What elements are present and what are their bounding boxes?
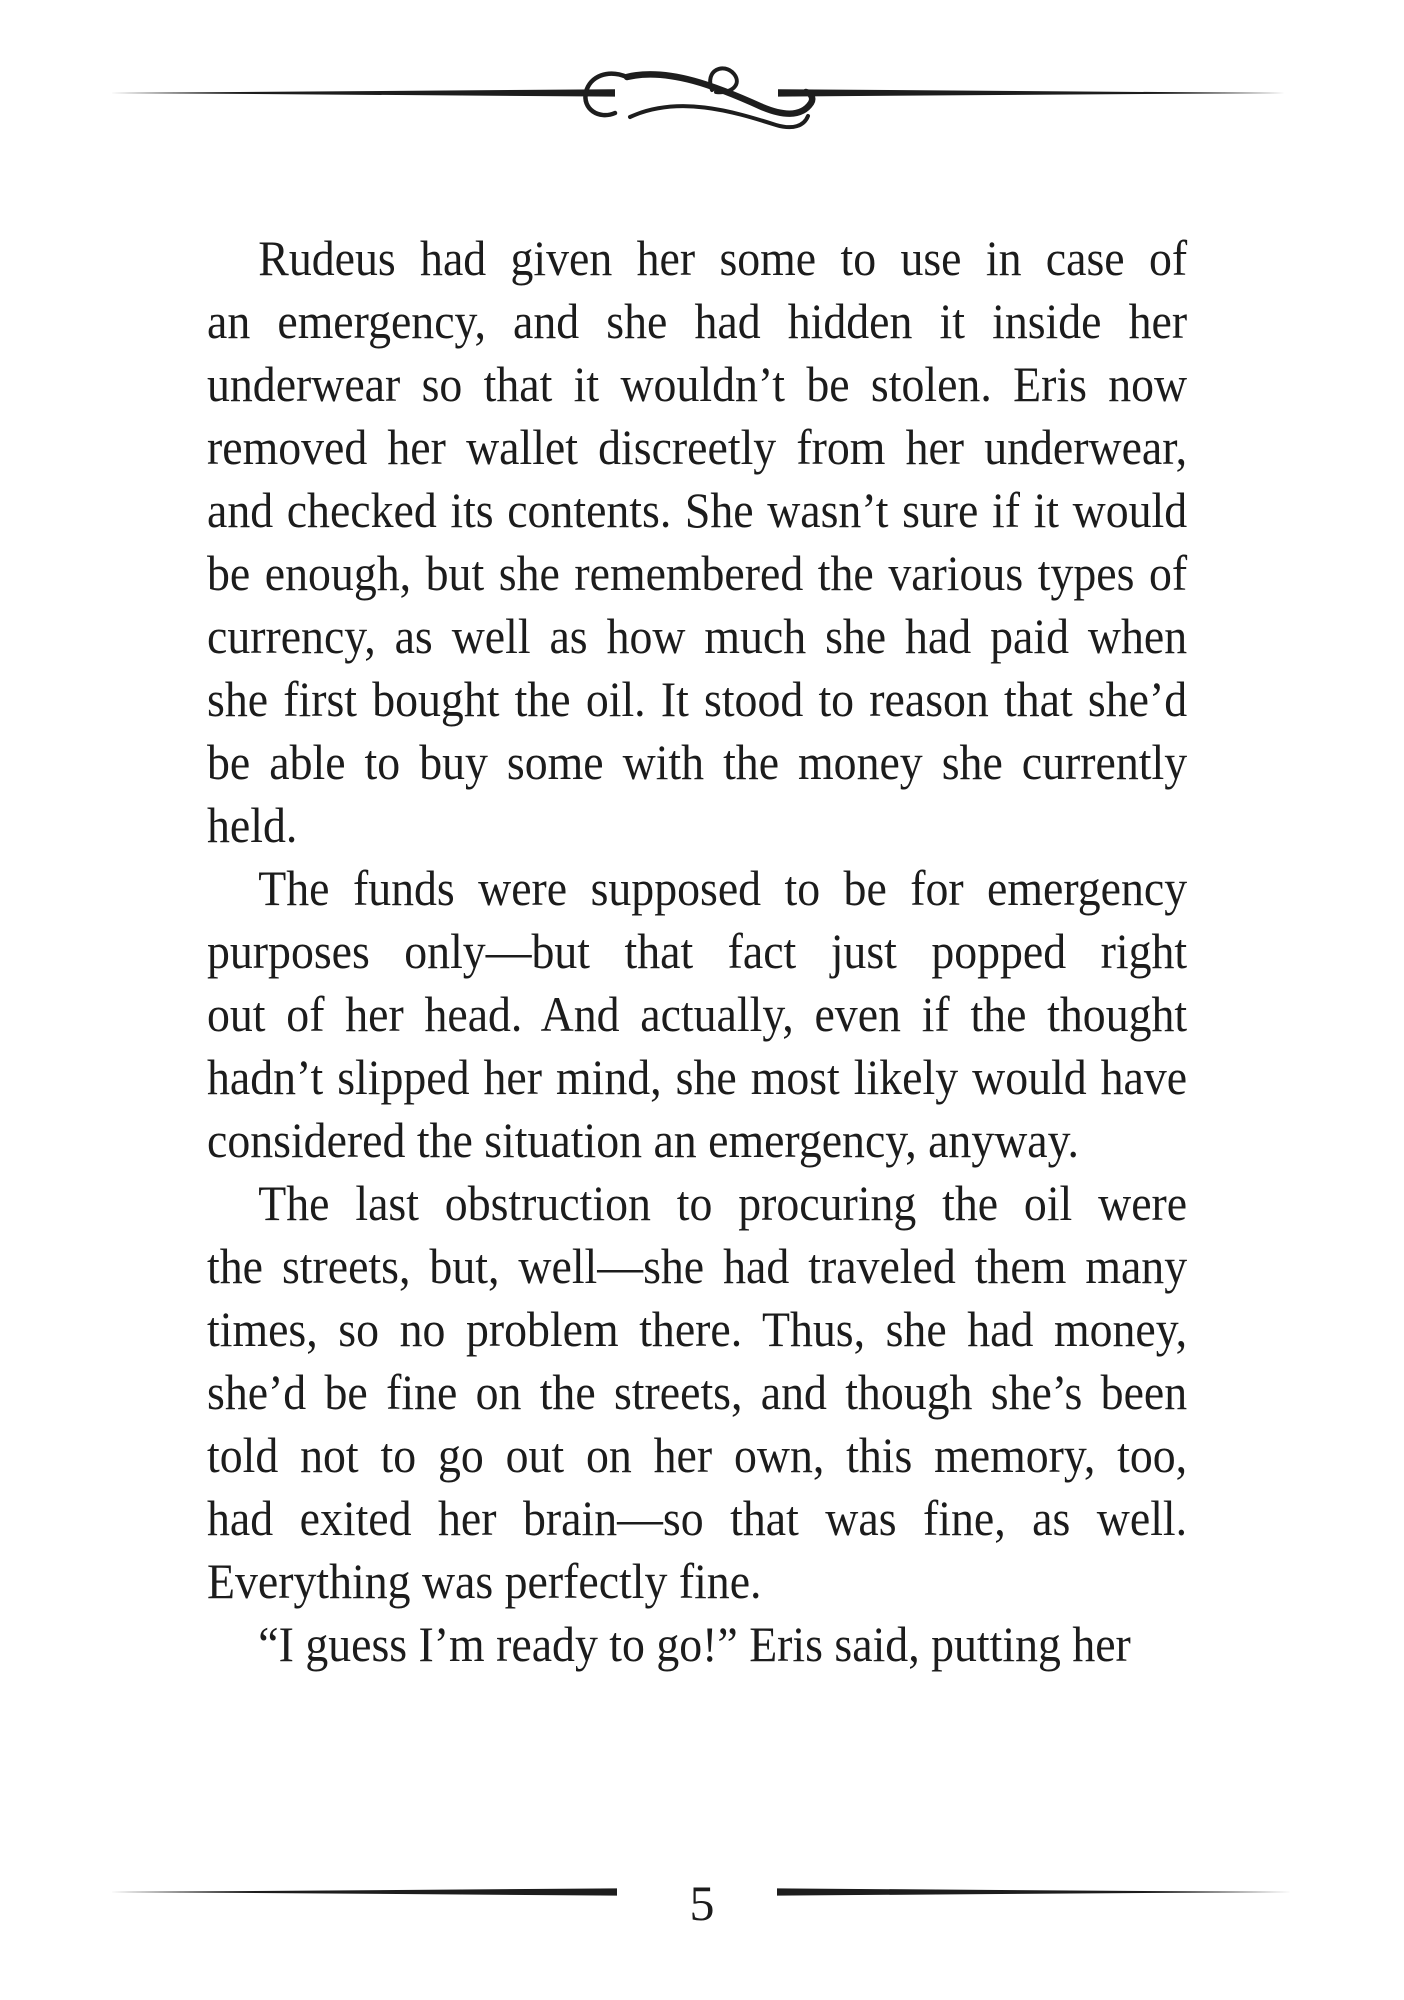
header-rule-left [110,89,615,96]
text-line: she’d be fine on the streets, and though she’s been [207,1364,1188,1420]
text-line: currency, as well as how much she had paid when [207,608,1188,664]
page-number: 5 [689,1875,715,1931]
page-body [207,227,1187,1676]
text-line: out of her head. And actually, even if the thought [207,986,1188,1042]
text-line: hadn’t slipped her mind, she most likely would have [207,1049,1188,1105]
text-line: be able to buy some with the money she currently [207,734,1188,790]
text-line: “I guess I’m ready to go!” Eris said, putting her [258,1616,1131,1672]
text-line: removed her wallet discreetly from her underwear, [207,419,1188,475]
text-line: had exited her brain—so that was fine, as well. [207,1490,1188,1546]
text-line: Everything was perfectly fine. [207,1553,762,1609]
text-line: the streets, but, well—she had traveled them many [207,1238,1188,1294]
text-line: considered the situation an emergency, anyway. [207,1112,1080,1168]
text-line: and checked its contents. She wasn’t sure if it would [207,482,1188,538]
text-line: held. [207,797,298,853]
text-line: Rudeus had given her some to use in case of [258,230,1188,286]
text-line: be enough, but she remembered the various types of [207,545,1188,601]
text-line: purposes only—but that fact just popped right [207,923,1188,979]
text-line: underwear so that it wouldn’t be stolen. Eris now [207,356,1188,412]
header-rule-right [778,89,1285,96]
text-line: The funds were supposed to be for emergency [258,860,1188,916]
text-line: an emergency, and she had hidden it inside her [207,293,1188,349]
flourish-swash [585,68,812,127]
flourish-divider-icon [0,25,1404,165]
text-line: told not to go out on her own, this memory, too, [207,1427,1188,1483]
text-line: she first bought the oil. It stood to reason that she’d [207,671,1188,727]
text-line: The last obstruction to procuring the oil were [258,1175,1188,1231]
text-line: times, so no problem there. Thus, she had money, [207,1301,1188,1357]
